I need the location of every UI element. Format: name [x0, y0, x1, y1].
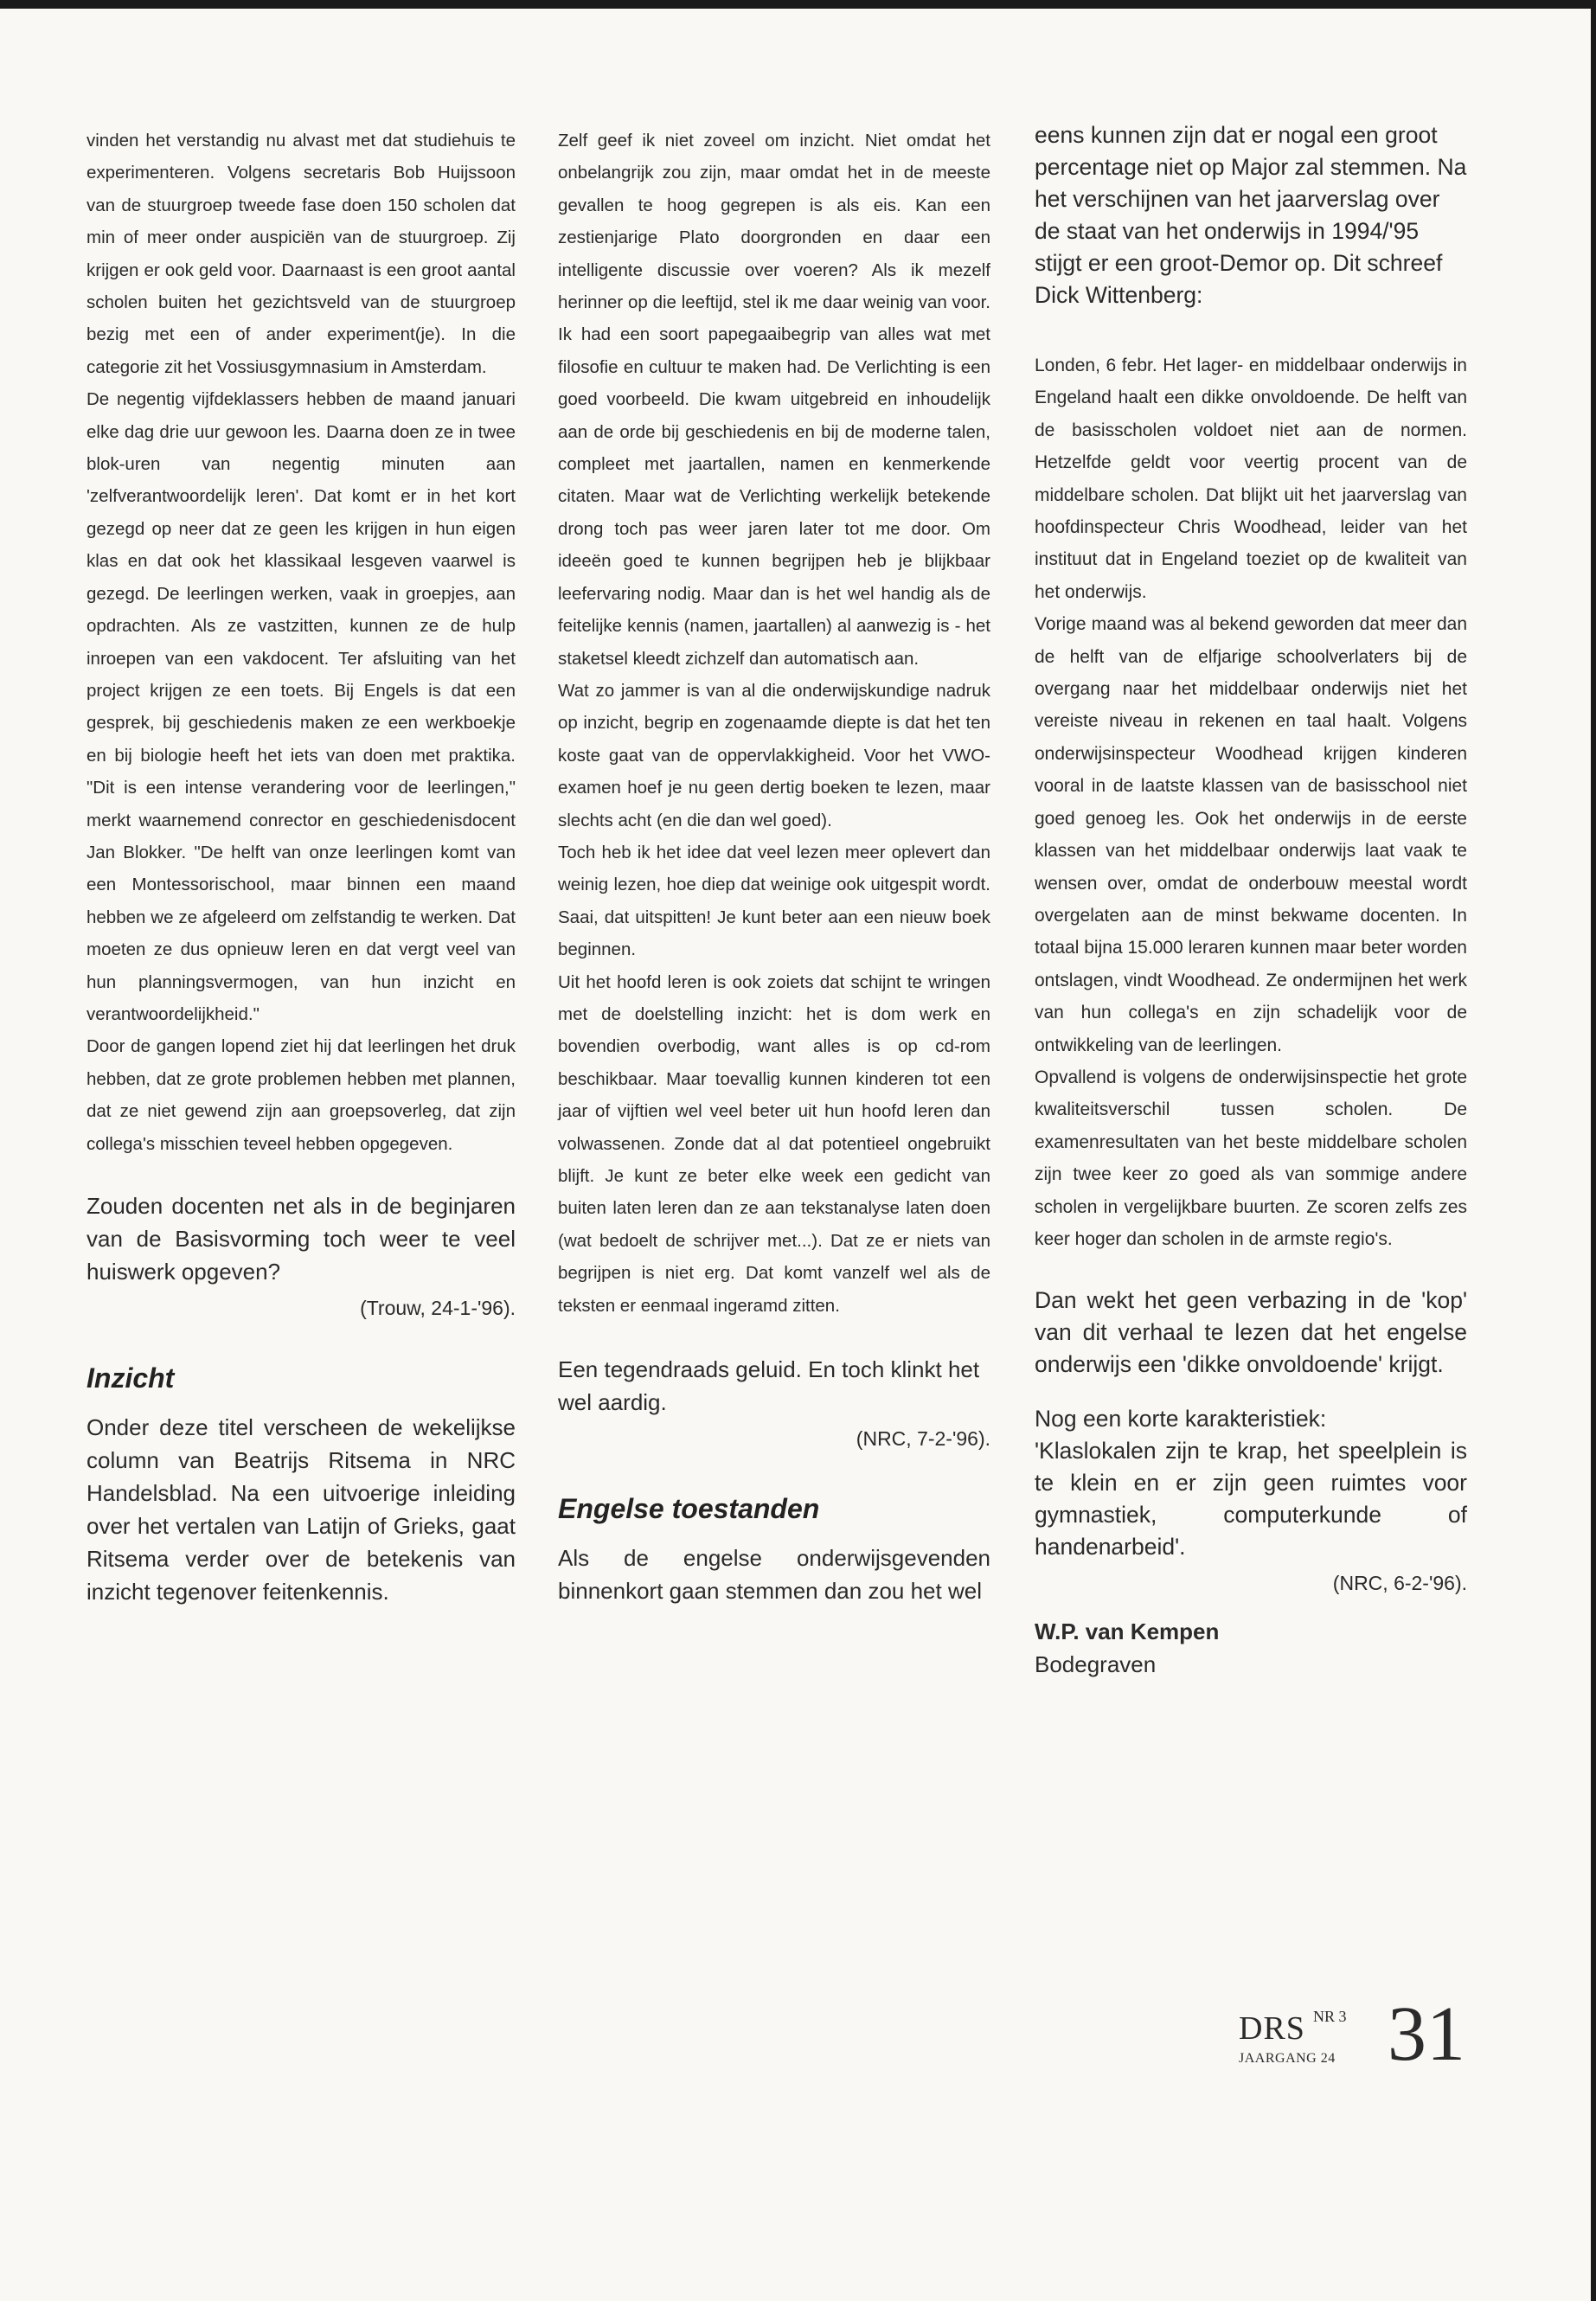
column-2: [558, 125, 990, 1607]
citation: (Trouw, 24-1-'96).: [360, 1297, 516, 1319]
column-3-quote: [1035, 349, 1467, 1255]
body-paragraph: vinden het verstandig nu alvast met dat studiehuis te experimenteren. Volgens secretaris Bob Huijssoon van de stuurgroep tweede fase doen 150 scholen dat min of meer onder auspiciën van de stuurgroep. Zij krijgen er ook geld voor. Daarnaast is een groot aantal scholen buiten het gezichtsveld van de stuurgroep bezig met een of ander experiment(je). In die categorie zit het Vossiusgymnasium in Amsterdam.: [87, 131, 516, 377]
column-1-intro: [87, 1411, 516, 1608]
column-2-body: [558, 125, 990, 1322]
page-footer: [1239, 1991, 1465, 2077]
magazine-brand: DRS: [1239, 2010, 1305, 2047]
quoted-paragraph: Vorige maand was al bekend geworden dat meer dan de helft van de elfjarige schoolverlaters bij de overgang naar het middelbaar onderwijs niet het vereiste niveau in rekenen en taal haalt. Volgens onderwijsinspecteur Woodhead krijgen kinderen vooral in de laatste klassen van de basisschool niet goed genoeg les. Ook het onderwijs in de eerste klassen van het middelbaar onderwijs laat vaak te wensen over, omdat de onderbouw meestal wordt overgelaten aan de minst bekwame docenten. In totaal bijna 15.000 leraren kunnen maar beter worden ontslagen, vindt Woodhead. Ze ondermijnen het werk van hun collega's en zijn schadelijk voor de ontwikkeling van de leerlingen.: [1035, 614, 1467, 1055]
column-3-comment: [1035, 1285, 1467, 1381]
body-paragraph: Door de gangen lopend ziet hij dat leerlingen het druk hebben, dat ze grote problemen hebben met plannen, dat ze niet gewend zijn aan groepsoverleg, dat zijn collega's misschien teveel hebben opgegeven.: [87, 1036, 516, 1154]
column-3-lead: [1035, 119, 1467, 311]
quoted-paragraph: Opvallend is volgens de onderwijsinspectie het grote kwaliteitsverschil tussen scholen. De examenresultaten van het beste middelbare scholen zijn twee keer zo goed als van sommige andere scholen in vergelijkbare buurten. Ze scoren zelfs zes keer hoger dan scholen in de armste regio's.: [1035, 1067, 1467, 1249]
right-border: [1591, 0, 1596, 2301]
top-border: [0, 0, 1596, 9]
characteristic-intro: Nog een korte karakteristiek:: [1035, 1406, 1327, 1433]
section-intro: Onder deze titel verscheen de wekelijkse column van Beatrijs Ritsema in NRC Handelsblad. Na een uitvoerige inleiding over het vertalen van Latijn of Grieks, gaat Ritsema verder over de betekenis van inzicht tegenover feitenkennis.: [87, 1414, 516, 1605]
volume-label: JAARGANG 24: [1239, 2051, 1336, 2066]
author-name: W.P. van Kempen: [1035, 1618, 1220, 1645]
body-paragraph: De negentig vijfdeklassers hebben de maand januari elke dag drie uur gewoon les. Daarna doen ze in twee blok-uren van negentig minuten aan 'zelfverantwoordelijk leren'. Dat komt er in het kort gezegd op neer dat ze geen les krijgen in hun eigen klas en dat ook het klassikaal lesgeven vaarwel is gezegd. De leerlingen werken, vaak in groepjes, aan opdrachten. Als ze vastzitten, kunnen ze de hulp inroepen van een vakdocent. Ter afsluiting van het project krijgen ze een toets. Bij Engels is dat een gesprek, bij geschiedenis maken ze een werkboekje en bij biologie heeft het iets van doen met praktika. "Dit is een intense verandering voor de leerlingen," merkt waarnemend conrector en geschiedenisdocent Jan Blokker. "De helft van onze leerlingen komt van een Montessorischool, maar binnen een maand hebben we ze afgeleerd om zelfstandig te werken. Dat moeten ze dus opnieuw leren en dat vergt veel van hun planningsvermogen, van hun inzicht en verantwoordelijkheid.": [87, 389, 516, 1024]
column-3-characteristic: [1035, 1403, 1467, 1563]
comment-paragraph: Dan wekt het geen verbazing in de 'kop' van dit verhaal te lezen dat het engelse onderwijs een 'dikke onvoldoende' krijgt.: [1035, 1287, 1467, 1378]
body-paragraph: Toch heb ik het idee dat veel lezen meer oplevert dan weinig lezen, hoe diep dat weinige ook uitgespit wordt. Saai, dat uitspitten! Je kunt beter aan een nieuw boek beginnen.: [558, 842, 990, 960]
body-paragraph: Zelf geef ik niet zoveel om inzicht. Niet omdat het onbelangrijk zou zijn, maar omdat het in de meeste gevallen te hoog gegrepen is als eis. Kan een zestienjarige Plato doorgronden en daar een intelligente discussie over voeren? Als ik mezelf herinner op die leeftijd, stel ik me daar weinig van voor. Ik had een soort papegaaibegrip van alles wat met filosofie en cultuur te maken had. De Verlichting is een goed voorbeeld. Die kwam uitgebreid en inhoudelijk aan de orde bij geschiedenis en bij de moderne talen, compleet met jaartallen, namen en kenmerkende citaten. Maar wat de Verlichting werkelijk betekende drong toch pas weer jaren later tot me door. Om ideeën goed te kunnen begrijpen heb je blijkbaar leefervaring nodig. Maar dan is het wel handig als de feitelijke kennis (namen, jaartallen) al aanwezig is - het staketsel kleedt zichzelf dan automatisch aan.: [558, 131, 990, 669]
column-2-closing: [558, 1353, 990, 1419]
citation: (NRC, 7-2-'96).: [856, 1427, 990, 1451]
quoted-paragraph: Londen, 6 febr. Het lager- en middelbaar onderwijs in Engeland haalt een dikke onvoldoende. De helft van de basisscholen voldoet niet aan de normen. Hetzelfde geldt voor veertig procent van de middelbare scholen. Dat blijkt uit het jaarverslag van hoofdinspecteur Chris Woodhead, leider van het instituut dat in Engeland toeziet op de kwaliteit van het onderwijs.: [1035, 356, 1467, 602]
closing-question: Zouden docenten net als in de beginjaren van de Basisvorming toch weer te veel huiswerk opgeven?: [87, 1193, 516, 1285]
section-intro: Als de engelse onderwijsgevenden binnenkort gaan stemmen dan zou het wel: [558, 1545, 990, 1605]
section-heading-inzicht: Inzicht: [87, 1362, 175, 1394]
lead-paragraph: eens kunnen zijn dat er nogal een groot percentage niet op Major zal stemmen. Na het verschijnen van het jaarverslag over de staat van het onderwijs in 1994/'95 stijgt er een groot-Demor op. Dit schreef Dick Wittenberg:: [1035, 122, 1467, 308]
body-paragraph: Wat zo jammer is van al die onderwijskundige nadruk op inzicht, begrip en zogenaamde diepte is dat het ten koste gaat van de oppervlakkigheid. Voor het VWO-examen hoef je nu geen dertig boeken te lezen, maar slechts acht (en die dan wel goed).: [558, 680, 990, 830]
column-1-closing: [87, 1189, 516, 1288]
column-1: [87, 125, 516, 1608]
section-heading-engelse-toestanden: Engelse toestanden: [558, 1493, 820, 1525]
issue-number: NR 3: [1313, 2008, 1347, 2025]
author-place: Bodegraven: [1035, 1651, 1157, 1678]
closing-remark: Een tegendraads geluid. En toch klinkt het wel aardig.: [558, 1356, 980, 1416]
column-2-intro: [558, 1541, 990, 1607]
column-3: [1035, 119, 1467, 1681]
body-paragraph: Uit het hoofd leren is ook zoiets dat schijnt te wringen met de doelstelling inzicht: het is dom werk en bovendien overbodig, want alles is op cd-rom beschikbaar. Maar toevallig kunnen kinderen tot een jaar of vijftien wel veel beter uit hun hoofd leren dan volwassenen. Zonde dat al dat potentieel ongebruikt blijft. Je kunt ze beter elke week een gedicht van buiten laten leren dan ze aan tekstanalyse laten doen (wat bedoelt de schrijver met...). Dat ze er niets van begrijpen is niet erg. Dat komt vanzelf wel als de teksten er eenmaal ingeramd zitten.: [558, 971, 990, 1316]
column-1-body: [87, 125, 516, 1160]
characteristic-quote: 'Klaslokalen zijn te krap, het speelplein is te klein en er zijn geen ruimtes voor gymnastiek, computerkunde of handenarbeid'.: [1035, 1438, 1467, 1561]
page-number: 31: [1388, 1991, 1465, 2077]
citation: (NRC, 6-2-'96).: [1332, 1572, 1467, 1595]
